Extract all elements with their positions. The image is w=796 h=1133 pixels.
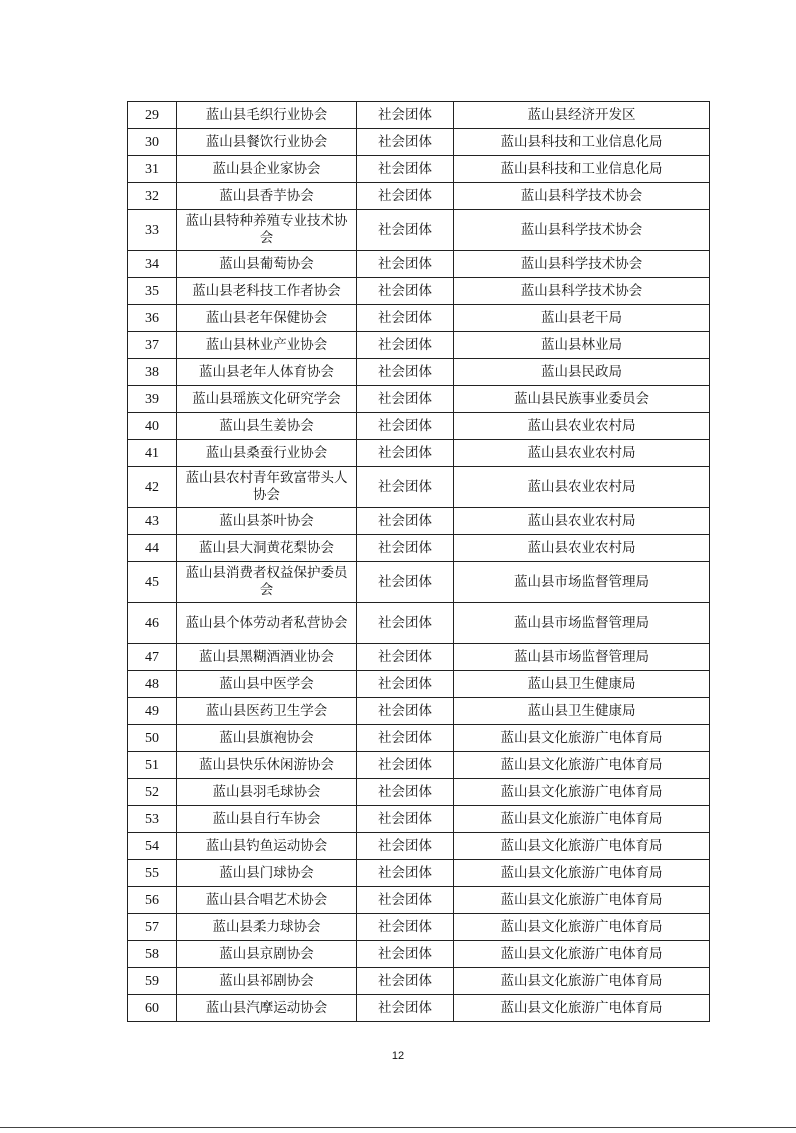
organization-type: 社会团体: [357, 671, 454, 698]
table-row: [128, 102, 710, 129]
organization-type: 社会团体: [357, 860, 454, 887]
row-number: 51: [128, 752, 177, 779]
supervising-department: 蓝山县文化旅游广电体育局: [454, 752, 710, 779]
table-row: [128, 603, 710, 644]
table-row: [128, 305, 710, 332]
organization-name: 蓝山县特种养殖专业技术协会: [177, 210, 357, 251]
row-number: 47: [128, 644, 177, 671]
organization-type: 社会团体: [357, 941, 454, 968]
supervising-department: 蓝山县文化旅游广电体育局: [454, 941, 710, 968]
row-number: 48: [128, 671, 177, 698]
supervising-department: 蓝山县市场监督管理局: [454, 562, 710, 603]
supervising-department: 蓝山县文化旅游广电体育局: [454, 833, 710, 860]
organization-name: 蓝山县祁剧协会: [177, 968, 357, 995]
organization-type: 社会团体: [357, 603, 454, 644]
table-row: [128, 129, 710, 156]
row-number: 43: [128, 508, 177, 535]
row-number: 60: [128, 995, 177, 1022]
table-row: [128, 156, 710, 183]
supervising-department: 蓝山县科学技术协会: [454, 183, 710, 210]
organization-type: 社会团体: [357, 806, 454, 833]
supervising-department: 蓝山县农业农村局: [454, 508, 710, 535]
organization-name: 蓝山县钓鱼运动协会: [177, 833, 357, 860]
organization-type: 社会团体: [357, 305, 454, 332]
supervising-department: 蓝山县市场监督管理局: [454, 603, 710, 644]
organization-type: 社会团体: [357, 644, 454, 671]
page-number: 12: [391, 1050, 405, 1062]
organization-type: 社会团体: [357, 725, 454, 752]
row-number: 53: [128, 806, 177, 833]
organization-type: 社会团体: [357, 156, 454, 183]
table-row: [128, 968, 710, 995]
organization-type: 社会团体: [357, 251, 454, 278]
supervising-department: 蓝山县卫生健康局: [454, 671, 710, 698]
table-row: [128, 332, 710, 359]
organization-type: 社会团体: [357, 995, 454, 1022]
supervising-department: 蓝山县农业农村局: [454, 467, 710, 508]
supervising-department: 蓝山县文化旅游广电体育局: [454, 779, 710, 806]
organization-name: 蓝山县大洞黄花梨协会: [177, 535, 357, 562]
supervising-department: 蓝山县民政局: [454, 359, 710, 386]
row-number: 34: [128, 251, 177, 278]
organization-name: 蓝山县京剧协会: [177, 941, 357, 968]
organization-name: 蓝山县羽毛球协会: [177, 779, 357, 806]
row-number: 46: [128, 603, 177, 644]
organization-type: 社会团体: [357, 440, 454, 467]
organization-name: 蓝山县柔力球协会: [177, 914, 357, 941]
table-row: [128, 562, 710, 603]
row-number: 52: [128, 779, 177, 806]
organization-type: 社会团体: [357, 332, 454, 359]
row-number: 31: [128, 156, 177, 183]
organization-type: 社会团体: [357, 183, 454, 210]
table-row: [128, 440, 710, 467]
organization-type: 社会团体: [357, 102, 454, 129]
organization-name: 蓝山县企业家协会: [177, 156, 357, 183]
organization-name: 蓝山县汽摩运动协会: [177, 995, 357, 1022]
table-row: [128, 725, 710, 752]
table-row: [128, 941, 710, 968]
row-number: 41: [128, 440, 177, 467]
row-number: 42: [128, 467, 177, 508]
organization-name: 蓝山县医药卫生学会: [177, 698, 357, 725]
organization-type: 社会团体: [357, 278, 454, 305]
row-number: 38: [128, 359, 177, 386]
supervising-department: 蓝山县科学技术协会: [454, 278, 710, 305]
supervising-department: 蓝山县科学技术协会: [454, 251, 710, 278]
table-row: [128, 413, 710, 440]
organization-type: 社会团体: [357, 535, 454, 562]
table-row: [128, 860, 710, 887]
table-row: [128, 210, 710, 251]
organization-type: 社会团体: [357, 508, 454, 535]
supervising-department: 蓝山县农业农村局: [454, 440, 710, 467]
table-row: [128, 467, 710, 508]
row-number: 49: [128, 698, 177, 725]
organization-name: 蓝山县旗袍协会: [177, 725, 357, 752]
organization-type: 社会团体: [357, 467, 454, 508]
organization-type: 社会团体: [357, 562, 454, 603]
table-row: [128, 535, 710, 562]
organization-name: 蓝山县门球协会: [177, 860, 357, 887]
table-row: [128, 386, 710, 413]
organization-name: 蓝山县香芋协会: [177, 183, 357, 210]
row-number: 50: [128, 725, 177, 752]
supervising-department: 蓝山县经济开发区: [454, 102, 710, 129]
supervising-department: 蓝山县科技和工业信息化局: [454, 156, 710, 183]
row-number: 36: [128, 305, 177, 332]
supervising-department: 蓝山县老干局: [454, 305, 710, 332]
supervising-department: 蓝山县文化旅游广电体育局: [454, 806, 710, 833]
row-number: 45: [128, 562, 177, 603]
organization-name: 蓝山县老年保健协会: [177, 305, 357, 332]
table-body: [128, 102, 710, 1022]
organization-name: 蓝山县桑蚕行业协会: [177, 440, 357, 467]
organization-name: 蓝山县农村青年致富带头人协会: [177, 467, 357, 508]
supervising-department: 蓝山县文化旅游广电体育局: [454, 860, 710, 887]
table-row: [128, 508, 710, 535]
table-row: [128, 644, 710, 671]
row-number: 54: [128, 833, 177, 860]
table-row: [128, 995, 710, 1022]
table-row: [128, 914, 710, 941]
organization-table: [127, 101, 710, 1022]
row-number: 56: [128, 887, 177, 914]
supervising-department: 蓝山县文化旅游广电体育局: [454, 995, 710, 1022]
table-row: [128, 833, 710, 860]
row-number: 44: [128, 535, 177, 562]
supervising-department: 蓝山县文化旅游广电体育局: [454, 914, 710, 941]
organization-name: 蓝山县葡萄协会: [177, 251, 357, 278]
table-row: [128, 359, 710, 386]
organization-name: 蓝山县老科技工作者协会: [177, 278, 357, 305]
organization-type: 社会团体: [357, 359, 454, 386]
supervising-department: 蓝山县民族事业委员会: [454, 386, 710, 413]
organization-name: 蓝山县自行车协会: [177, 806, 357, 833]
organization-type: 社会团体: [357, 752, 454, 779]
row-number: 57: [128, 914, 177, 941]
supervising-department: 蓝山县文化旅游广电体育局: [454, 968, 710, 995]
row-number: 35: [128, 278, 177, 305]
row-number: 33: [128, 210, 177, 251]
table-row: [128, 278, 710, 305]
row-number: 40: [128, 413, 177, 440]
table-row: [128, 806, 710, 833]
organization-type: 社会团体: [357, 698, 454, 725]
organization-name: 蓝山县黑糊酒酒业协会: [177, 644, 357, 671]
table-row: [128, 251, 710, 278]
table-row: [128, 887, 710, 914]
row-number: 39: [128, 386, 177, 413]
supervising-department: 蓝山县市场监督管理局: [454, 644, 710, 671]
supervising-department: 蓝山县农业农村局: [454, 413, 710, 440]
organization-name: 蓝山县毛织行业协会: [177, 102, 357, 129]
row-number: 37: [128, 332, 177, 359]
organization-type: 社会团体: [357, 968, 454, 995]
organization-type: 社会团体: [357, 386, 454, 413]
supervising-department: 蓝山县科学技术协会: [454, 210, 710, 251]
table-row: [128, 752, 710, 779]
row-number: 59: [128, 968, 177, 995]
organization-type: 社会团体: [357, 129, 454, 156]
organization-name: 蓝山县老年人体育协会: [177, 359, 357, 386]
supervising-department: 蓝山县文化旅游广电体育局: [454, 725, 710, 752]
organization-type: 社会团体: [357, 779, 454, 806]
table-row: [128, 779, 710, 806]
scan-edge-line: [0, 1127, 796, 1128]
organization-name: 蓝山县瑶族文化研究学会: [177, 386, 357, 413]
organization-name: 蓝山县合唱艺术协会: [177, 887, 357, 914]
supervising-department: 蓝山县文化旅游广电体育局: [454, 887, 710, 914]
row-number: 58: [128, 941, 177, 968]
organization-name: 蓝山县消费者权益保护委员会: [177, 562, 357, 603]
organization-type: 社会团体: [357, 887, 454, 914]
organization-name: 蓝山县茶叶协会: [177, 508, 357, 535]
organization-name: 蓝山县中医学会: [177, 671, 357, 698]
organization-name: 蓝山县生姜协会: [177, 413, 357, 440]
supervising-department: 蓝山县林业局: [454, 332, 710, 359]
organization-type: 社会团体: [357, 833, 454, 860]
organization-type: 社会团体: [357, 914, 454, 941]
organization-name: 蓝山县个体劳动者私营协会: [177, 603, 357, 644]
organization-name: 蓝山县林业产业协会: [177, 332, 357, 359]
organization-name: 蓝山县快乐休闲游协会: [177, 752, 357, 779]
organization-type: 社会团体: [357, 210, 454, 251]
row-number: 55: [128, 860, 177, 887]
organization-name: 蓝山县餐饮行业协会: [177, 129, 357, 156]
table-row: [128, 698, 710, 725]
row-number: 32: [128, 183, 177, 210]
table-row: [128, 183, 710, 210]
supervising-department: 蓝山县科技和工业信息化局: [454, 129, 710, 156]
organization-type: 社会团体: [357, 413, 454, 440]
row-number: 29: [128, 102, 177, 129]
row-number: 30: [128, 129, 177, 156]
supervising-department: 蓝山县卫生健康局: [454, 698, 710, 725]
supervising-department: 蓝山县农业农村局: [454, 535, 710, 562]
table-row: [128, 671, 710, 698]
